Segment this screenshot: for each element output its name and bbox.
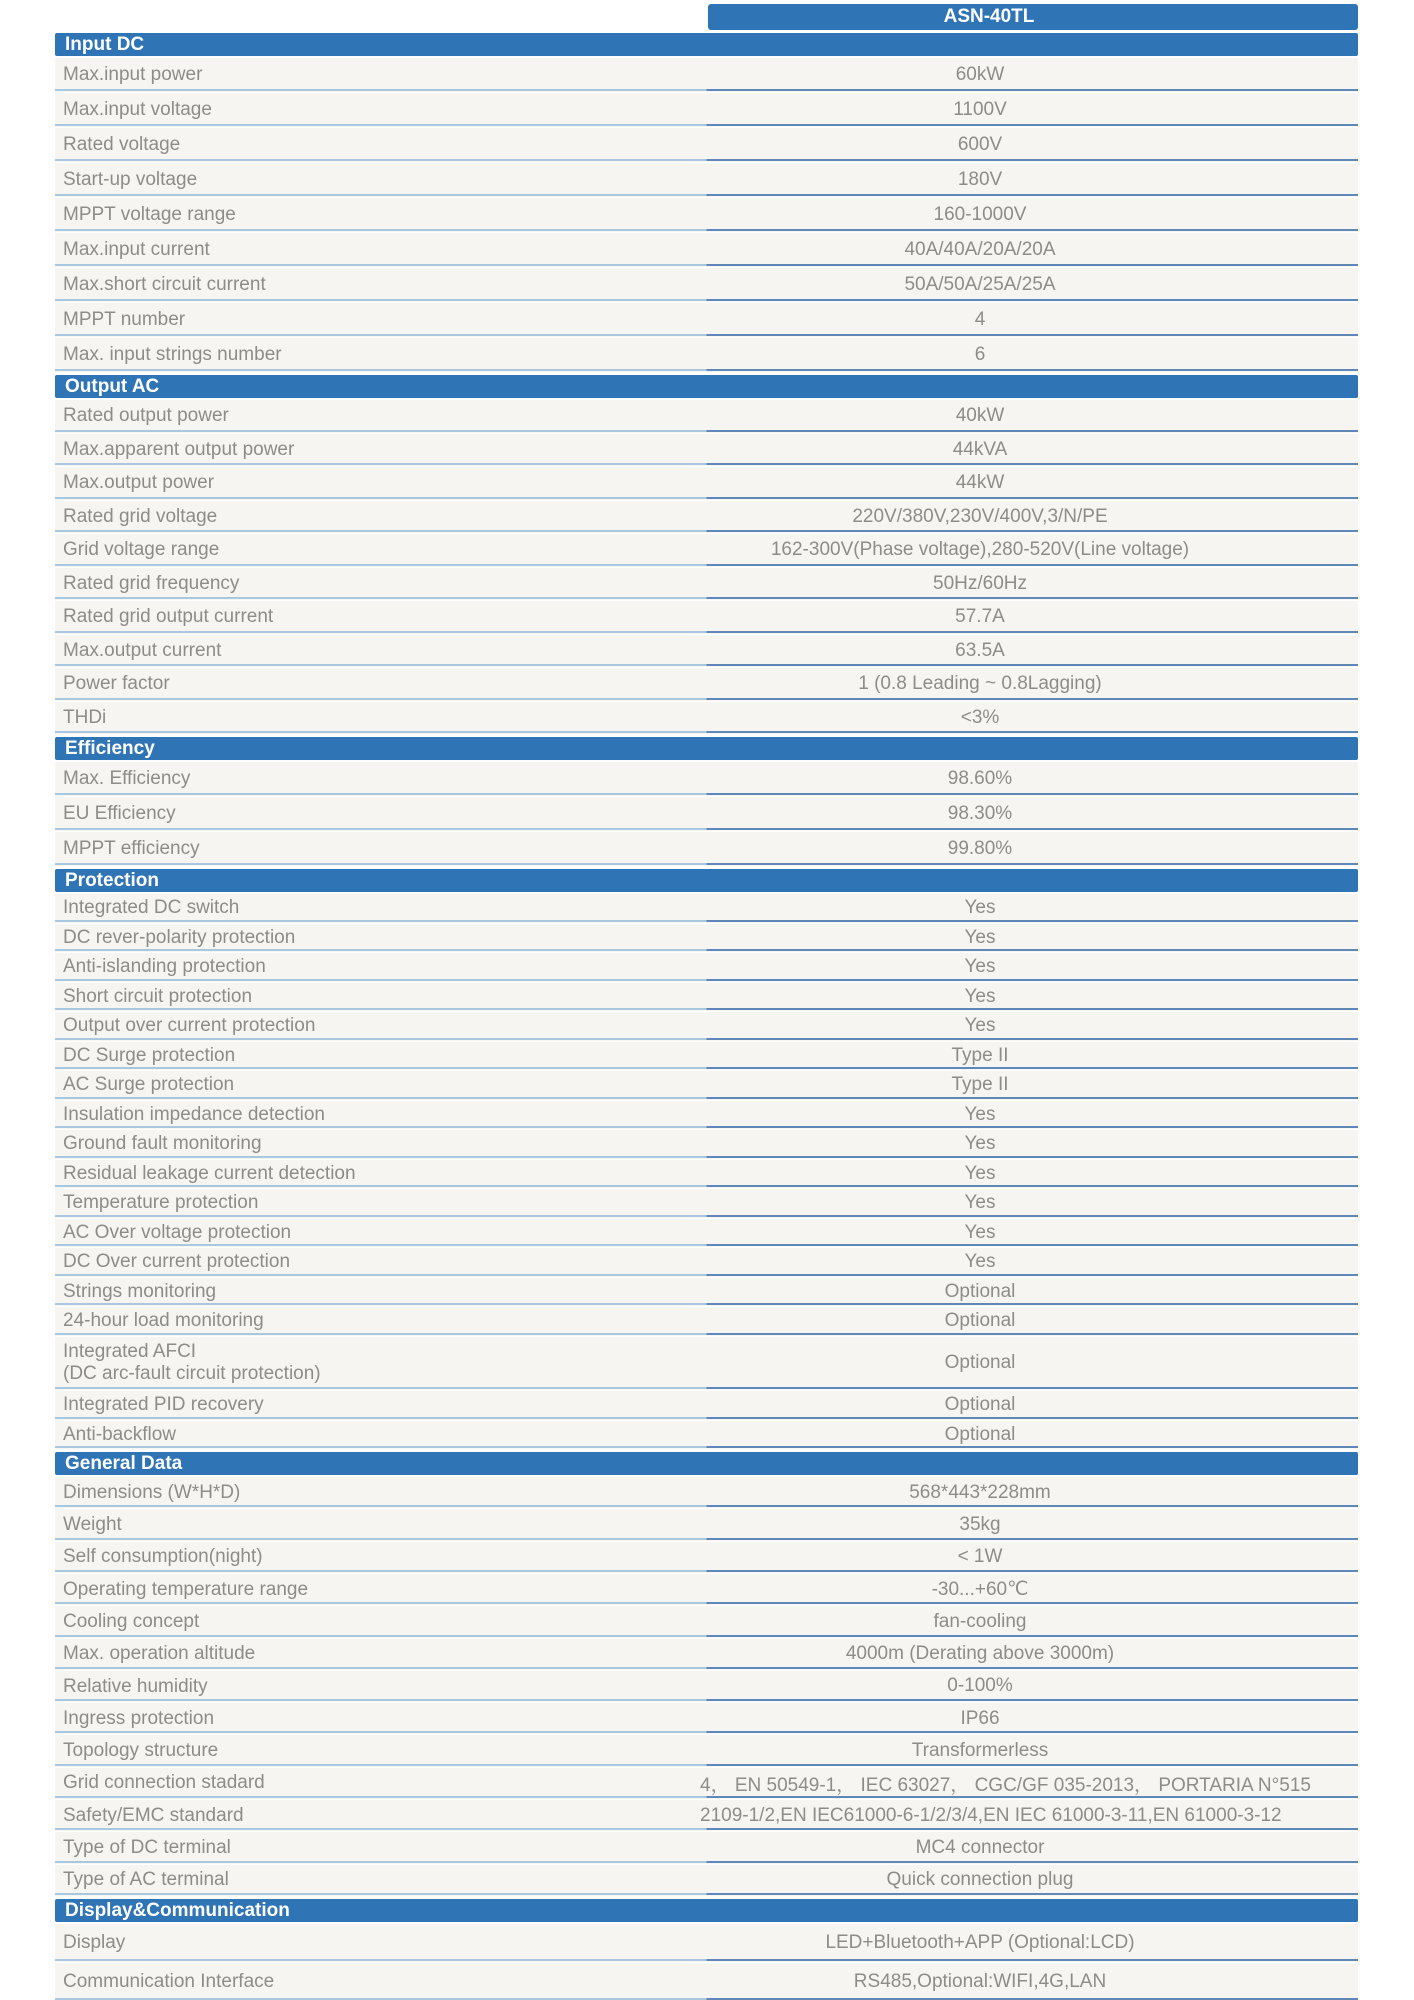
row-label-line: Short circuit protection — [63, 985, 253, 1007]
spec-row — [55, 1639, 1358, 1671]
row-label-line: Strings monitoring — [63, 1280, 217, 1302]
row-label — [55, 768, 700, 790]
row-label — [55, 472, 700, 494]
row-label-line: Rated voltage — [63, 134, 181, 156]
row-label — [55, 1482, 700, 1504]
row-value: MC4 connector — [915, 1836, 1045, 1858]
row-label — [55, 897, 700, 919]
row-value: Yes — [964, 926, 996, 948]
spec-row — [55, 668, 1358, 702]
spec-row — [55, 924, 1358, 954]
spec-row — [55, 1391, 1358, 1421]
row-label-line: Self consumption(night) — [63, 1546, 263, 1568]
spec-row — [55, 832, 1358, 867]
row-label-line: Insulation impedance detection — [63, 1103, 325, 1125]
row-value: Yes — [964, 1192, 996, 1214]
row-label — [55, 1708, 700, 1730]
row-value: 40kW — [955, 405, 1005, 427]
row-label — [55, 204, 700, 226]
row-label — [55, 1676, 700, 1698]
row-value: 2109-1/2,EN IEC61000-6-1/2/3/4,EN IEC 61000-3-11,EN 61000-3-12 — [700, 1804, 1282, 1826]
spec-row — [55, 1768, 1358, 1800]
row-label-line: Ground fault monitoring — [63, 1133, 262, 1155]
row-value: Yes — [964, 1251, 996, 1273]
spec-row — [55, 163, 1358, 198]
spec-row — [55, 1574, 1358, 1606]
row-label-line: Rated grid voltage — [63, 505, 218, 527]
spec-row — [55, 1865, 1358, 1897]
row-value: Yes — [964, 1015, 996, 1037]
row-value: 4000m (Derating above 3000m) — [845, 1643, 1115, 1665]
spec-row — [55, 1671, 1358, 1703]
spec-row — [55, 1160, 1358, 1190]
row-value: Yes — [964, 1103, 996, 1125]
row-label — [55, 707, 700, 729]
row-value: 568*443*228mm — [909, 1481, 1051, 1503]
row-value: 99.80% — [947, 838, 1013, 859]
row-label — [55, 606, 700, 628]
section-header — [55, 1452, 1358, 1475]
row-value: < 1W — [957, 1546, 1003, 1568]
spec-row — [55, 93, 1358, 128]
row-label — [55, 1341, 700, 1385]
row-label — [55, 1281, 700, 1303]
spec-row — [55, 1606, 1358, 1638]
spec-row — [55, 601, 1358, 635]
row-label — [55, 309, 700, 331]
row-label — [55, 956, 700, 978]
row-label — [55, 1310, 700, 1332]
row-label — [55, 673, 700, 695]
row-value: 1100V — [953, 99, 1007, 120]
spec-row — [55, 434, 1358, 468]
section-header — [55, 33, 1358, 56]
spec-row — [55, 534, 1358, 568]
spec-row — [55, 1042, 1358, 1072]
row-label — [55, 1514, 700, 1536]
row-label — [55, 1133, 700, 1155]
row-value: 0-100% — [947, 1675, 1013, 1697]
spec-row — [55, 702, 1358, 736]
row-sublabel: (DC arc-fault circuit protection) — [63, 1363, 321, 1385]
row-label — [55, 169, 700, 191]
row-label — [55, 64, 700, 86]
row-label — [55, 1932, 700, 1954]
row-value: RS485,Optional:WIFI,4G,LAN — [853, 1970, 1107, 1992]
row-label — [55, 986, 700, 1008]
row-label — [55, 1424, 700, 1446]
row-label-line: Rated grid frequency — [63, 572, 240, 594]
row-value: 44kW — [955, 472, 1005, 494]
spec-row — [55, 1735, 1358, 1767]
row-label — [55, 1740, 700, 1762]
row-label-line: MPPT number — [63, 309, 186, 331]
row-value: 35kg — [959, 1514, 1001, 1535]
row-label — [55, 539, 700, 561]
row-label — [55, 640, 700, 662]
spec-row — [55, 1071, 1358, 1101]
row-label — [55, 506, 700, 528]
row-value: 44kVA — [952, 438, 1008, 460]
row-label-line: DC rever-polarity protection — [63, 926, 296, 948]
row-label-line: Residual leakage current detection — [63, 1162, 356, 1184]
row-label-line: Power factor — [63, 673, 170, 695]
row-label — [55, 838, 700, 860]
section-header — [55, 1899, 1358, 1922]
row-value: 98.30% — [947, 803, 1013, 824]
row-label-line: DC Over current protection — [63, 1251, 291, 1273]
row-value: Yes — [964, 1221, 996, 1243]
row-label — [55, 1192, 700, 1214]
row-label-line: Max.apparent output power — [63, 438, 295, 460]
row-label — [55, 1837, 700, 1859]
row-label — [55, 99, 700, 121]
spec-row — [55, 1832, 1358, 1864]
row-label — [55, 1869, 700, 1891]
spec-row — [55, 400, 1358, 434]
row-value: 60kW — [955, 64, 1005, 85]
row-value: LED+Bluetooth+APP (Optional:LCD) — [825, 1931, 1135, 1953]
row-label-line: Dimensions (W*H*D) — [63, 1481, 241, 1503]
spec-row — [55, 1189, 1358, 1219]
row-label — [55, 1163, 700, 1185]
row-label-line: Max.input current — [63, 239, 210, 261]
spec-row — [55, 1307, 1358, 1337]
section-header — [55, 737, 1358, 760]
row-label-line: Integrated DC switch — [63, 897, 240, 919]
row-label — [55, 1015, 700, 1037]
row-value: Type II — [951, 1044, 1009, 1066]
spec-row — [55, 762, 1358, 797]
spec-row — [55, 983, 1358, 1013]
row-label — [55, 1045, 700, 1067]
row-value: Yes — [964, 1162, 996, 1184]
row-label — [55, 1104, 700, 1126]
row-value: 180V — [957, 169, 1003, 190]
row-label-line: Operating temperature range — [63, 1578, 309, 1600]
row-value: IP66 — [960, 1707, 1000, 1729]
spec-row — [55, 1800, 1358, 1832]
row-label-line: Weight — [63, 1514, 122, 1536]
row-value: Yes — [964, 956, 996, 978]
row-label — [55, 1579, 700, 1601]
row-label-line: Max.input voltage — [63, 99, 212, 121]
row-label-line: Relative humidity — [63, 1675, 208, 1697]
spec-row — [55, 1101, 1358, 1131]
row-label-line: MPPT efficiency — [63, 838, 200, 860]
row-value: Transformerless — [911, 1740, 1049, 1762]
row-value: 50A/50A/25A/25A — [904, 274, 1056, 295]
spec-row — [55, 1509, 1358, 1541]
row-label-line: Grid connection stadard — [63, 1772, 265, 1794]
row-value: Optional — [944, 1280, 1016, 1302]
row-label-line: Rated output power — [63, 405, 229, 427]
spec-row — [55, 1248, 1358, 1278]
section-title: Output AC — [65, 376, 160, 397]
row-value: fan-cooling — [933, 1610, 1027, 1632]
section-header — [55, 869, 1358, 892]
row-label — [55, 573, 700, 595]
row-value: <3% — [960, 706, 1000, 728]
row-label-line: Max. Efficiency — [63, 768, 191, 790]
row-label-line: Start-up voltage — [63, 169, 198, 191]
row-label — [55, 405, 700, 427]
row-label-line: Rated grid output current — [63, 606, 274, 628]
row-label — [55, 274, 700, 296]
row-value: Type II — [951, 1074, 1009, 1096]
row-label-line: Grid voltage range — [63, 539, 220, 561]
row-label-line: Integrated AFCI — [63, 1341, 197, 1363]
spec-row — [55, 797, 1358, 832]
row-value: 162-300V(Phase voltage),280-520V(Line voltage) — [770, 539, 1190, 561]
row-label — [55, 344, 700, 366]
spec-table — [55, 31, 1358, 2000]
row-label — [55, 239, 700, 261]
row-value: Optional — [944, 1394, 1016, 1416]
spec-row — [55, 1703, 1358, 1735]
row-value: Yes — [964, 985, 996, 1007]
row-label-line: Safety/EMC standard — [63, 1804, 244, 1826]
spec-row — [55, 268, 1358, 303]
spec-row — [55, 953, 1358, 983]
row-label-line: Max.short circuit current — [63, 274, 266, 296]
row-label-line: Max.output power — [63, 472, 215, 494]
row-label — [55, 134, 700, 156]
spec-row — [55, 501, 1358, 535]
row-label-line: DC Surge protection — [63, 1044, 236, 1066]
row-label — [55, 1805, 700, 1827]
row-value: Yes — [964, 897, 996, 919]
spec-row — [55, 58, 1358, 93]
spec-row — [55, 1219, 1358, 1249]
row-label-line: Output over current protection — [63, 1015, 316, 1037]
row-label — [55, 1394, 700, 1416]
spec-row — [55, 233, 1358, 268]
section-title: Protection — [65, 870, 159, 891]
row-label — [55, 1971, 700, 1993]
row-label-line: Anti-backflow — [63, 1423, 176, 1445]
row-value: Optional — [944, 1352, 1016, 1374]
spec-row — [55, 128, 1358, 163]
row-label-line: Topology structure — [63, 1740, 219, 1762]
row-label-line: AC Over voltage protection — [63, 1221, 292, 1243]
row-label-line: Max. input strings number — [63, 344, 282, 366]
row-value: 50Hz/60Hz — [933, 572, 1027, 594]
row-value: 40A/40A/20A/20A — [904, 239, 1056, 260]
row-label-line: AC Surge protection — [63, 1074, 235, 1096]
row-label-line: Max.output current — [63, 639, 222, 661]
section-title: General Data — [65, 1453, 183, 1475]
row-label-line: Integrated PID recovery — [63, 1394, 264, 1416]
spec-row — [55, 635, 1358, 669]
section-title: Efficiency — [65, 738, 155, 759]
row-label-line: Communication Interface — [63, 1971, 275, 1992]
row-label — [55, 1222, 700, 1244]
section-title: Input DC — [65, 34, 145, 55]
row-label-line: Type of AC terminal — [63, 1869, 229, 1891]
spec-row — [55, 1337, 1358, 1392]
row-value: Optional — [944, 1310, 1016, 1332]
row-value: 4， EN 50549-1， IEC 63027， CGC/GF 035-2013， PORTARIA N°515 — [700, 1774, 1311, 1796]
row-label-line: EU Efficiency — [63, 803, 176, 825]
row-label-line: THDi — [63, 706, 107, 728]
spec-row — [55, 198, 1358, 233]
row-label — [55, 1643, 700, 1665]
row-label-line: Temperature protection — [63, 1192, 259, 1214]
spec-row — [55, 1012, 1358, 1042]
spec-row — [55, 1477, 1358, 1509]
row-label-line: Display — [63, 1932, 126, 1953]
row-value: 220V/380V,230V/400V,3/N/PE — [852, 505, 1108, 527]
row-label-line: 24-hour load monitoring — [63, 1310, 264, 1332]
row-label — [55, 1251, 700, 1273]
row-label — [55, 1074, 700, 1096]
row-value: 1 (0.8 Leading ~ 0.8Lagging) — [858, 673, 1102, 695]
row-label-line: Max. operation altitude — [63, 1643, 256, 1665]
spec-row — [55, 467, 1358, 501]
row-value: -30...+60℃ — [931, 1579, 1029, 1601]
spec-row — [55, 338, 1358, 373]
row-value: 98.60% — [947, 768, 1013, 789]
row-value: 57.7A — [955, 606, 1005, 628]
row-label — [55, 439, 700, 461]
row-label-line: MPPT voltage range — [63, 204, 236, 226]
row-label — [55, 1611, 700, 1633]
spec-row — [55, 1963, 1358, 2000]
row-value: 160-1000V — [933, 204, 1027, 225]
row-label-line: Cooling concept — [63, 1610, 200, 1632]
row-value: Optional — [944, 1423, 1016, 1445]
row-value: 600V — [957, 134, 1003, 155]
row-value: 4 — [974, 309, 986, 330]
row-value: Quick connection plug — [886, 1869, 1074, 1891]
spec-row — [55, 1278, 1358, 1308]
row-value: Yes — [964, 1133, 996, 1155]
spec-row — [55, 1421, 1358, 1451]
row-label — [55, 803, 700, 825]
section-title: Display&Communication — [65, 1899, 290, 1921]
row-label-line: Ingress protection — [63, 1707, 215, 1729]
spec-row — [55, 894, 1358, 924]
section-header — [55, 375, 1358, 398]
spec-row — [55, 1924, 1358, 1963]
row-label-line: Max.input power — [63, 64, 203, 86]
row-value: 6 — [974, 344, 986, 365]
row-label — [55, 927, 700, 949]
row-label-line: Type of DC terminal — [63, 1837, 231, 1859]
row-label-line: Anti-islanding protection — [63, 956, 266, 978]
spec-row — [55, 1542, 1358, 1574]
row-label — [55, 1772, 700, 1794]
row-label — [55, 1546, 700, 1568]
spec-row — [55, 1130, 1358, 1160]
spec-row — [55, 568, 1358, 602]
row-value: 63.5A — [955, 639, 1005, 661]
spec-row — [55, 303, 1358, 338]
model-header: ASN-40TL — [708, 4, 1358, 30]
